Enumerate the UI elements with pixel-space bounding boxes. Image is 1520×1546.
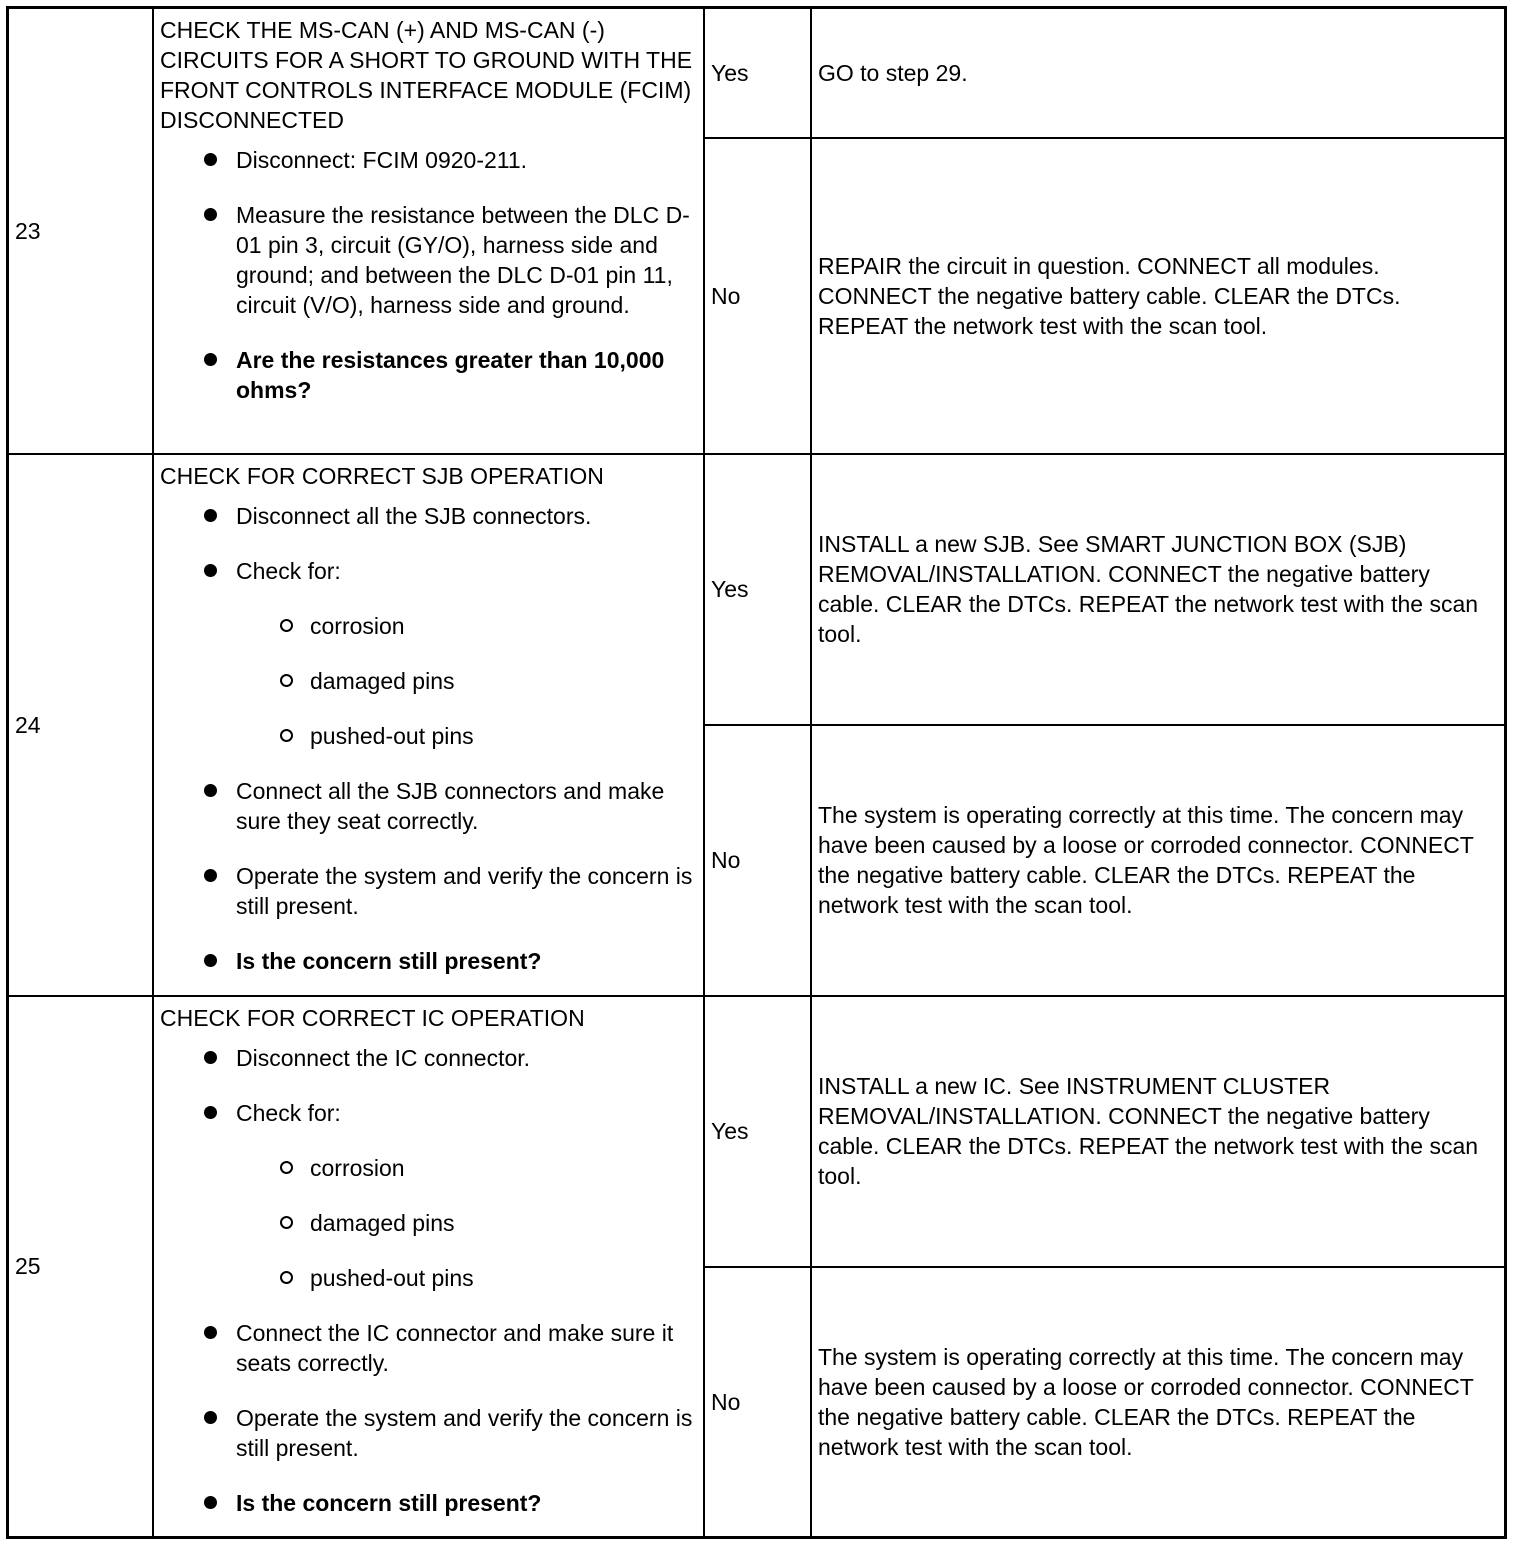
answer-yes-label: Yes	[704, 454, 811, 725]
answer-yes-label: Yes	[704, 8, 811, 138]
answer-no-action: The system is operating correctly at this time. The concern may have been caused by a loose or corroded connector. CONNECT the negative battery cable. CLEAR the DTCs. REPEAT the network test with the scan tool.	[811, 725, 1506, 996]
step-instructions	[153, 454, 704, 996]
bullet-list	[160, 145, 697, 405]
step-number: 23	[8, 8, 154, 454]
bullet-list	[160, 1043, 697, 1518]
step-instructions	[153, 996, 704, 1538]
bullet-list	[160, 501, 697, 976]
sub-bullet-item: pushed-out pins	[236, 1263, 697, 1293]
step-number: 25	[8, 996, 154, 1538]
bullet-item: Operate the system and verify the concern is still present.	[160, 1403, 697, 1463]
answer-yes-action: GO to step 29.	[811, 8, 1506, 138]
answer-yes-action: INSTALL a new IC. See INSTRUMENT CLUSTER REMOVAL/INSTALLATION. CONNECT the negative battery cable. CLEAR the DTCs. REPEAT the network test with the scan tool.	[811, 996, 1506, 1267]
step-title: CHECK THE MS-CAN (+) AND MS-CAN (-) CIRCUITS FOR A SHORT TO GROUND WITH THE FRONT CONTROLS INTERFACE MODULE (FCIM) DISCONNECTED	[160, 17, 693, 133]
bullet-item: Operate the system and verify the concern is still present.	[160, 861, 697, 921]
bullet-item: Disconnect all the SJB connectors.	[160, 501, 697, 531]
answer-yes-label: Yes	[704, 996, 811, 1267]
bullet-item: Connect the IC connector and make sure it seats correctly.	[160, 1318, 697, 1378]
step-row-23-yes	[8, 8, 1506, 138]
answer-yes-action: INSTALL a new SJB. See SMART JUNCTION BOX (SJB) REMOVAL/INSTALLATION. CONNECT the negative battery cable. CLEAR the DTCs. REPEAT the network test with the scan tool.	[811, 454, 1506, 725]
step-question: Is the concern still present?	[160, 1488, 697, 1518]
answer-no-action: REPAIR the circuit in question. CONNECT all modules. CONNECT the negative battery cable. CLEAR the DTCs. REPEAT the network test with the scan tool.	[811, 138, 1506, 454]
sub-bullet-item: corrosion	[236, 1153, 697, 1183]
step-title: CHECK FOR CORRECT SJB OPERATION	[160, 462, 604, 489]
diagnostic-test-table	[6, 6, 1507, 1539]
step-title: CHECK FOR CORRECT IC OPERATION	[160, 1004, 585, 1031]
bullet-item: Disconnect the IC connector.	[160, 1043, 697, 1073]
answer-no-label: No	[704, 725, 811, 996]
answer-no-label: No	[704, 138, 811, 454]
bullet-item: Connect all the SJB connectors and make sure they seat correctly.	[160, 776, 697, 836]
step-row-24-yes	[8, 454, 1506, 725]
sub-bullet-list	[236, 1153, 697, 1293]
sub-bullet-item: pushed-out pins	[236, 721, 697, 751]
step-row-25-yes	[8, 996, 1506, 1267]
bullet-item	[160, 1098, 697, 1293]
sub-bullet-item: damaged pins	[236, 1208, 697, 1238]
step-question: Are the resistances greater than 10,000 ohms?	[160, 345, 697, 405]
step-question: Is the concern still present?	[160, 946, 697, 976]
sub-bullet-item: damaged pins	[236, 666, 697, 696]
bullet-text: Check for:	[236, 557, 341, 584]
step-instructions	[153, 8, 704, 454]
sub-bullet-list	[236, 611, 697, 751]
answer-no-label: No	[704, 1267, 811, 1538]
bullet-item	[160, 556, 697, 751]
bullet-text: Check for:	[236, 1099, 341, 1126]
sub-bullet-item: corrosion	[236, 611, 697, 641]
answer-no-action: The system is operating correctly at this time. The concern may have been caused by a loose or corroded connector. CONNECT the negative battery cable. CLEAR the DTCs. REPEAT the network test with the scan tool.	[811, 1267, 1506, 1538]
bullet-item: Disconnect: FCIM 0920-211.	[160, 145, 697, 175]
bullet-item: Measure the resistance between the DLC D-01 pin 3, circuit (GY/O), harness side and ground; and between the DLC D-01 pin 11, circuit (V/O), harness side and ground.	[160, 200, 697, 320]
step-number: 24	[8, 454, 154, 996]
